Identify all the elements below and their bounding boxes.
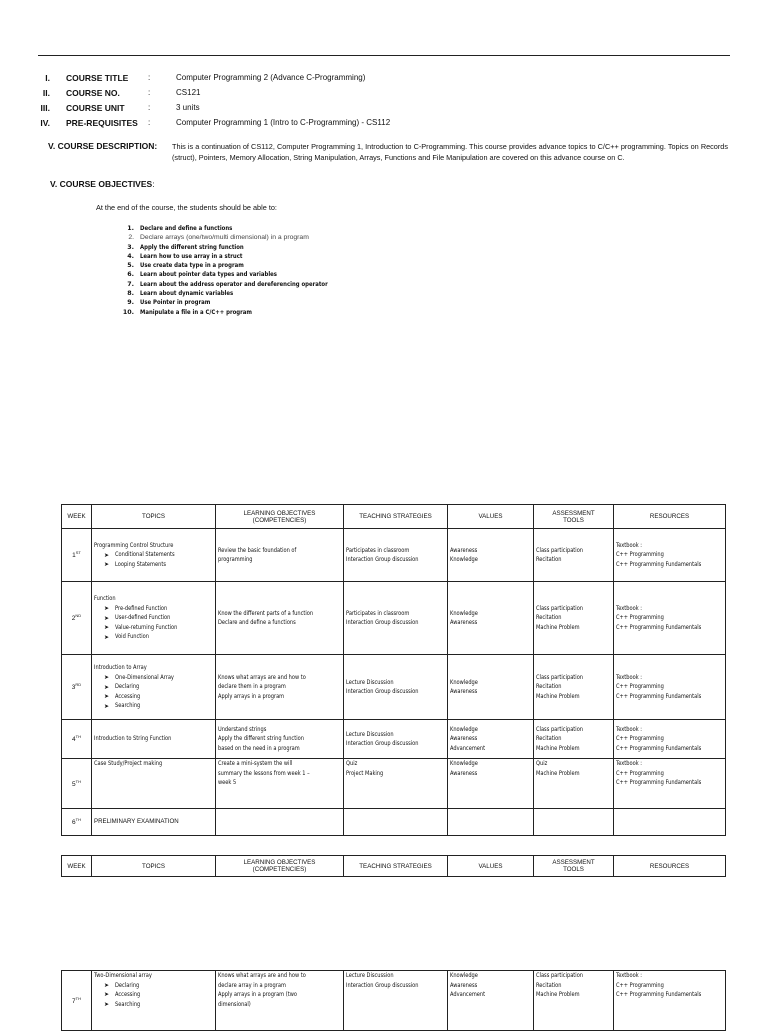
objective-number: 4. (127, 252, 134, 260)
col-objectives: LEARNING OBJECTIVES (COMPETENCIES) (216, 856, 344, 877)
topic-subitem: ➤ User-defined Function (104, 614, 171, 622)
topic-subitem: ➤ Void Function (104, 633, 150, 641)
topic-subitem: ➤ Value-returning Function (104, 623, 178, 631)
week-cell: 5TH (62, 759, 92, 809)
table-header-row (62, 505, 726, 529)
values-cell: Knowledge Awareness (448, 582, 534, 655)
topic-subitem: ➤ Searching (104, 702, 141, 710)
table-row (62, 809, 726, 836)
col-values: VALUES (448, 505, 534, 529)
objective-number: 3. (127, 243, 134, 251)
objective-item (118, 224, 361, 233)
objective-text: Manipulate a file in a C/C++ program (140, 308, 252, 316)
objective-item (118, 298, 361, 307)
topic-subitem: ➤ Pre-defined Function (104, 604, 168, 612)
col-week: WEEK (62, 505, 92, 529)
col-assessment: ASSESSMENT TOOLS (534, 505, 614, 529)
topic-subitem: ➤ Declaring (104, 683, 140, 691)
arrow-bullet-icon: ➤ (104, 633, 110, 641)
strategies-cell: Lecture Discussion Interaction Group discussion (344, 971, 448, 1031)
objective-number: 10. (122, 308, 134, 316)
objective-item (118, 270, 361, 279)
header-colon: : (148, 88, 151, 97)
topic-subitem: ➤ Conditional Statements (104, 551, 175, 559)
header-colon: : (148, 103, 151, 112)
objective-number: 5. (127, 262, 134, 270)
strategies-cell: Participates in classroom Interaction Group discussion (344, 582, 448, 655)
objective-text: Use Pointer in program (140, 299, 211, 307)
objectives-cell: Create a mini-system the will summary the lessons from week 1 – week 5 (216, 759, 344, 809)
topic-subitem: ➤ Searching (104, 1000, 141, 1008)
header-number: II. (42, 88, 50, 98)
topics-cell (92, 759, 216, 809)
arrow-bullet-icon: ➤ (104, 674, 110, 681)
values-cell: Knowledge Awareness (448, 759, 534, 809)
objective-item (118, 280, 361, 289)
topics-cell (92, 809, 216, 836)
topic-title: Introduction to String Function (94, 735, 172, 743)
week-cell: 6TH (62, 809, 92, 836)
topic-subitem: ➤ Looping Statements (104, 560, 166, 568)
topics-cell (92, 655, 216, 720)
topic-title: Two-Dimensional array (94, 972, 152, 979)
header-number: I. (45, 73, 50, 83)
header-number: IV. (40, 118, 50, 128)
topic-subitem: ➤ Declaring (104, 981, 140, 989)
topics-cell (92, 582, 216, 655)
col-strategies: TEACHING STRATEGIES (344, 505, 448, 529)
objective-item (118, 308, 361, 317)
values-cell: Knowledge Awareness Advancement (448, 971, 534, 1031)
top-rule (38, 55, 730, 56)
arrow-bullet-icon: ➤ (104, 605, 110, 612)
header-label: COURSE UNIT (66, 103, 125, 113)
topics-cell (92, 971, 216, 1031)
table-row (62, 529, 726, 582)
header-value: Computer Programming 2 (Advance C-Programming) (176, 73, 366, 82)
col-resources: RESOURCES (614, 505, 726, 529)
resources-cell: Textbook : C++ Programming C++ Programming Fundamentals (614, 655, 726, 720)
topic-subitem: ➤ One-Dimensional Array (104, 673, 174, 681)
values-cell: Knowledge Awareness (448, 655, 534, 720)
assessment-cell: Quiz Machine Problem (534, 759, 614, 809)
topic-title: Case Study/Project making (94, 760, 163, 767)
objectives-cell: Review the basic foundation of programming (216, 529, 344, 582)
arrow-bullet-icon: ➤ (104, 702, 110, 710)
topics-cell (92, 720, 216, 759)
objectives-intro: At the end of the course, the students should be able to: (96, 203, 277, 212)
objective-text: Apply the different string function (140, 243, 244, 251)
objectives-cell: Knows what arrays are and how to declare them in a program Apply arrays in a program (216, 655, 344, 720)
values-cell (448, 809, 534, 836)
description-label: V. COURSE DESCRIPTION: (48, 141, 158, 151)
strategies-cell (344, 809, 448, 836)
week-cell: 3RD (62, 655, 92, 720)
arrow-bullet-icon: ➤ (104, 683, 110, 691)
objectives-list (118, 224, 361, 317)
topic-subitem: ➤ Accessing (104, 991, 141, 999)
objective-item (118, 261, 361, 270)
objectives-heading (50, 179, 155, 189)
header-colon: : (148, 73, 151, 82)
objectives-cell: Know the different parts of a function Declare and define a functions (216, 582, 344, 655)
col-objectives: LEARNING OBJECTIVES (COMPETENCIES) (216, 505, 344, 529)
header-value: CS121 (176, 88, 201, 97)
objective-number: 1. (127, 225, 134, 232)
header-colon: : (148, 118, 151, 127)
topic-title: Function (94, 595, 116, 603)
values-cell: Awareness Knowledge (448, 529, 534, 582)
arrow-bullet-icon: ➤ (104, 991, 110, 999)
col-week: WEEK (62, 856, 92, 877)
arrow-bullet-icon: ➤ (104, 551, 110, 559)
resources-cell: Textbook : C++ Programming C++ Programming Fundamentals (614, 759, 726, 809)
week-cell: 1ST (62, 529, 92, 582)
objective-number: 2. (128, 234, 134, 242)
arrow-bullet-icon: ➤ (104, 1000, 110, 1008)
objective-text: Learn how to use array in a struct (140, 252, 243, 260)
assessment-cell: Class participation Recitation (534, 529, 614, 582)
objectives-label: V. COURSE OBJECTIVES (50, 179, 153, 189)
col-values: VALUES (448, 856, 534, 877)
resources-cell: Textbook : C++ Programming C++ Programming Fundamentals (614, 529, 726, 582)
objective-number: 6. (127, 271, 134, 279)
header-label: PRE-REQUISITES (66, 118, 138, 128)
arrow-bullet-icon: ➤ (104, 614, 110, 622)
assessment-cell: Class participation Recitation Machine Problem (534, 971, 614, 1031)
table-row (62, 971, 726, 1031)
table-row (62, 720, 726, 759)
syllabus-table-header-repeat (61, 855, 726, 877)
resources-cell: Textbook : C++ Programming C++ Programming Fundamentals (614, 582, 726, 655)
col-topics: TOPICS (92, 505, 216, 529)
strategies-cell: Participates in classroom Interaction Group discussion (344, 529, 448, 582)
objective-number: 9. (127, 299, 134, 307)
values-cell: Knowledge Awareness Advancement (448, 720, 534, 759)
week-cell: 4TH (62, 720, 92, 759)
header-number: III. (40, 103, 50, 113)
topic-title: PRELIMINARY EXAMINATION (94, 818, 179, 826)
table-row (62, 582, 726, 655)
col-strategies: TEACHING STRATEGIES (344, 856, 448, 877)
topic-subitem: ➤ Accessing (104, 692, 141, 700)
objective-text: Use create data type in a program (140, 262, 244, 270)
objective-text: Declare arrays (one/two/multi dimensional) in a program (140, 234, 309, 242)
col-topics: TOPICS (92, 856, 216, 877)
objective-text: Learn about the address operator and dereferencing operator (140, 280, 328, 288)
topics-cell (92, 529, 216, 582)
topic-title: Introduction to Array (94, 664, 147, 672)
arrow-bullet-icon: ➤ (104, 561, 110, 568)
col-assessment: ASSESSMENT TOOLS (534, 856, 614, 877)
syllabus-table (61, 504, 726, 836)
arrow-bullet-icon: ➤ (104, 981, 110, 989)
objective-item (118, 252, 361, 261)
syllabus-table-continued (61, 970, 726, 1031)
objectives-cell (216, 809, 344, 836)
objective-text: Declare and define a functions (140, 225, 233, 232)
objectives-cell: Knows what arrays are and how to declare array in a program Apply arrays in a program (two dimensional) (216, 971, 344, 1031)
header-label: COURSE TITLE (66, 73, 129, 83)
description-text: This is a continuation of CS112, Computer Programming 1, Introduction to C-Programming. This course provides advance topics to C/C++ programming. Topics on Records (struct), Pointers, Memory Allocation, String Manipulation, Arrays, Functions and File Manipulation are covered on this advance course on C. (172, 142, 728, 162)
table-row (62, 759, 726, 809)
assessment-cell (534, 809, 614, 836)
resources-cell: Textbook : C++ Programming C++ Programming Fundamentals (614, 720, 726, 759)
header-label: COURSE NO. (66, 88, 120, 98)
assessment-cell: Class participation Recitation Machine Problem (534, 720, 614, 759)
objective-item (118, 233, 361, 242)
objectives-colon: : (152, 179, 155, 189)
col-resources: RESOURCES (614, 856, 726, 877)
resources-cell: Textbook : C++ Programming C++ Programming Fundamentals (614, 971, 726, 1031)
assessment-cell: Class participation Recitation Machine Problem (534, 582, 614, 655)
assessment-cell: Class participation Recitation Machine Problem (534, 655, 614, 720)
strategies-cell: Lecture Discussion Interaction Group discussion (344, 720, 448, 759)
table-header-row (62, 856, 726, 877)
week-cell: 2ND (62, 582, 92, 655)
arrow-bullet-icon: ➤ (104, 624, 110, 631)
objective-text: Learn about dynamic variables (140, 290, 234, 298)
header-value: 3 units (176, 103, 200, 112)
objective-item (118, 289, 361, 298)
table-row (62, 655, 726, 720)
strategies-cell: Lecture Discussion Interaction Group discussion (344, 655, 448, 720)
objective-number: 7. (127, 280, 134, 288)
topic-title: Programming Control Structure (94, 541, 174, 549)
week-cell: 7TH (62, 971, 92, 1031)
objective-text: Learn about pointer data types and variables (140, 271, 277, 279)
objectives-cell: Understand strings Apply the different string function based on the need in a program (216, 720, 344, 759)
arrow-bullet-icon: ➤ (104, 693, 110, 700)
strategies-cell: Quiz Project Making (344, 759, 448, 809)
objective-item (118, 243, 361, 252)
objective-number: 8. (127, 290, 134, 298)
resources-cell (614, 809, 726, 836)
header-value: Computer Programming 1 (Intro to C-Programming) - CS112 (176, 118, 391, 127)
